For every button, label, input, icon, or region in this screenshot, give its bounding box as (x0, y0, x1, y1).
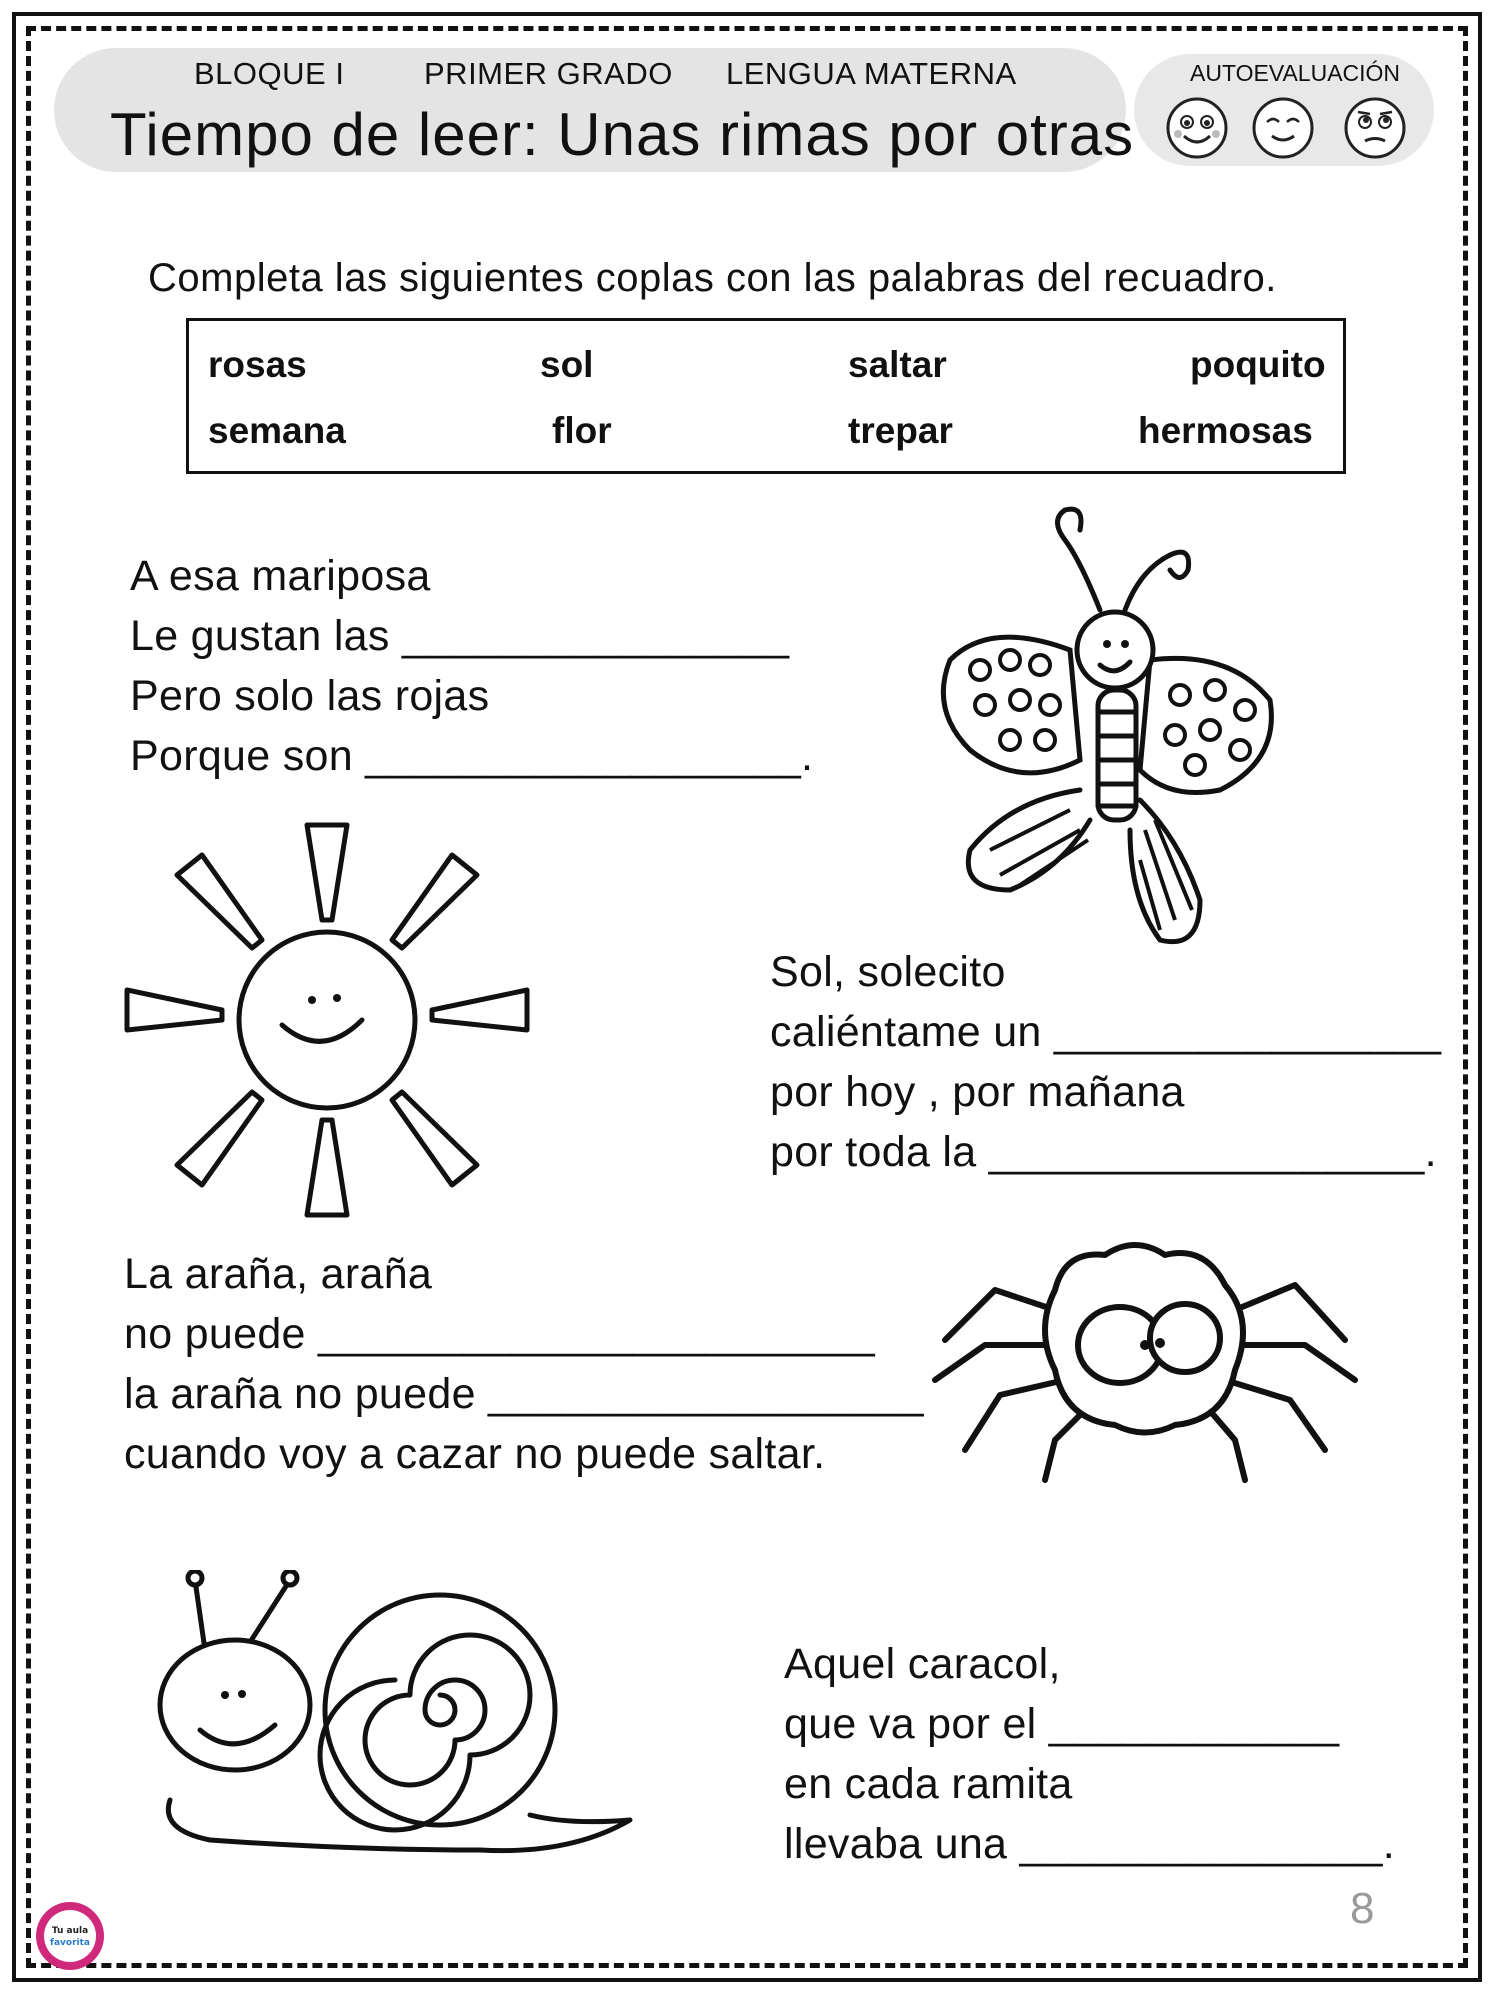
word-bank-item: sol (540, 344, 594, 385)
svg-text:favorita: favorita (50, 1938, 90, 1948)
word-bank-item: hermosas (1138, 410, 1313, 451)
poem-line: Porque son __________________. (130, 732, 814, 780)
poem-line: Pero solo las rojas (130, 672, 490, 720)
snail-illustration (150, 1570, 640, 1870)
poem-line: que va por el ____________ (784, 1700, 1340, 1748)
poem-line: A esa mariposa (130, 552, 431, 600)
worried-face-icon[interactable] (1340, 96, 1410, 160)
poem-line: por toda la __________________. (770, 1128, 1437, 1176)
poem-line: Aquel caracol, (784, 1640, 1061, 1688)
svg-text:Tu aula: Tu aula (51, 1926, 89, 1936)
word-bank-item: semana (208, 410, 346, 451)
sun-illustration (122, 820, 542, 1220)
brand-logo (34, 1900, 106, 1972)
poem-line: cuando voy a cazar no puede saltar. (124, 1430, 826, 1478)
happy-face-icon[interactable] (1162, 96, 1232, 160)
word-bank-item: trepar (848, 410, 953, 451)
content-face-icon[interactable] (1248, 96, 1318, 160)
subject-label: LENGUA MATERNA (726, 56, 1017, 91)
word-bank-item: rosas (208, 344, 307, 385)
word-bank-item: saltar (848, 344, 947, 385)
block-label: BLOQUE I (194, 56, 345, 91)
page-number: 8 (1350, 1884, 1375, 1933)
poem-line: Le gustan las ________________ (130, 612, 790, 660)
poem-line: llevaba una _______________. (784, 1820, 1395, 1868)
butterfly-illustration (930, 500, 1290, 960)
grade-label: PRIMER GRADO (424, 56, 673, 91)
word-bank-item: flor (552, 410, 612, 451)
poem-line: caliéntame un ________________ (770, 1008, 1442, 1056)
word-bank-item: poquito (1190, 344, 1326, 385)
poem-line: por hoy , por mañana (770, 1068, 1185, 1116)
poem-line: la araña no puede __________________ (124, 1370, 924, 1418)
poem-line: Sol, solecito (770, 948, 1006, 996)
page-title: Tiempo de leer: Unas rimas por otras (110, 101, 1135, 168)
poem-line: no puede _______________________ (124, 1310, 875, 1358)
instruction-text: Completa las siguientes coplas con las palabras del recuadro. (148, 256, 1277, 300)
poem-line: La araña, araña (124, 1250, 433, 1298)
self-evaluation-label: AUTOEVALUACIÓN (1190, 60, 1401, 86)
poem-line: en cada ramita (784, 1760, 1073, 1808)
spider-illustration (905, 1230, 1385, 1490)
